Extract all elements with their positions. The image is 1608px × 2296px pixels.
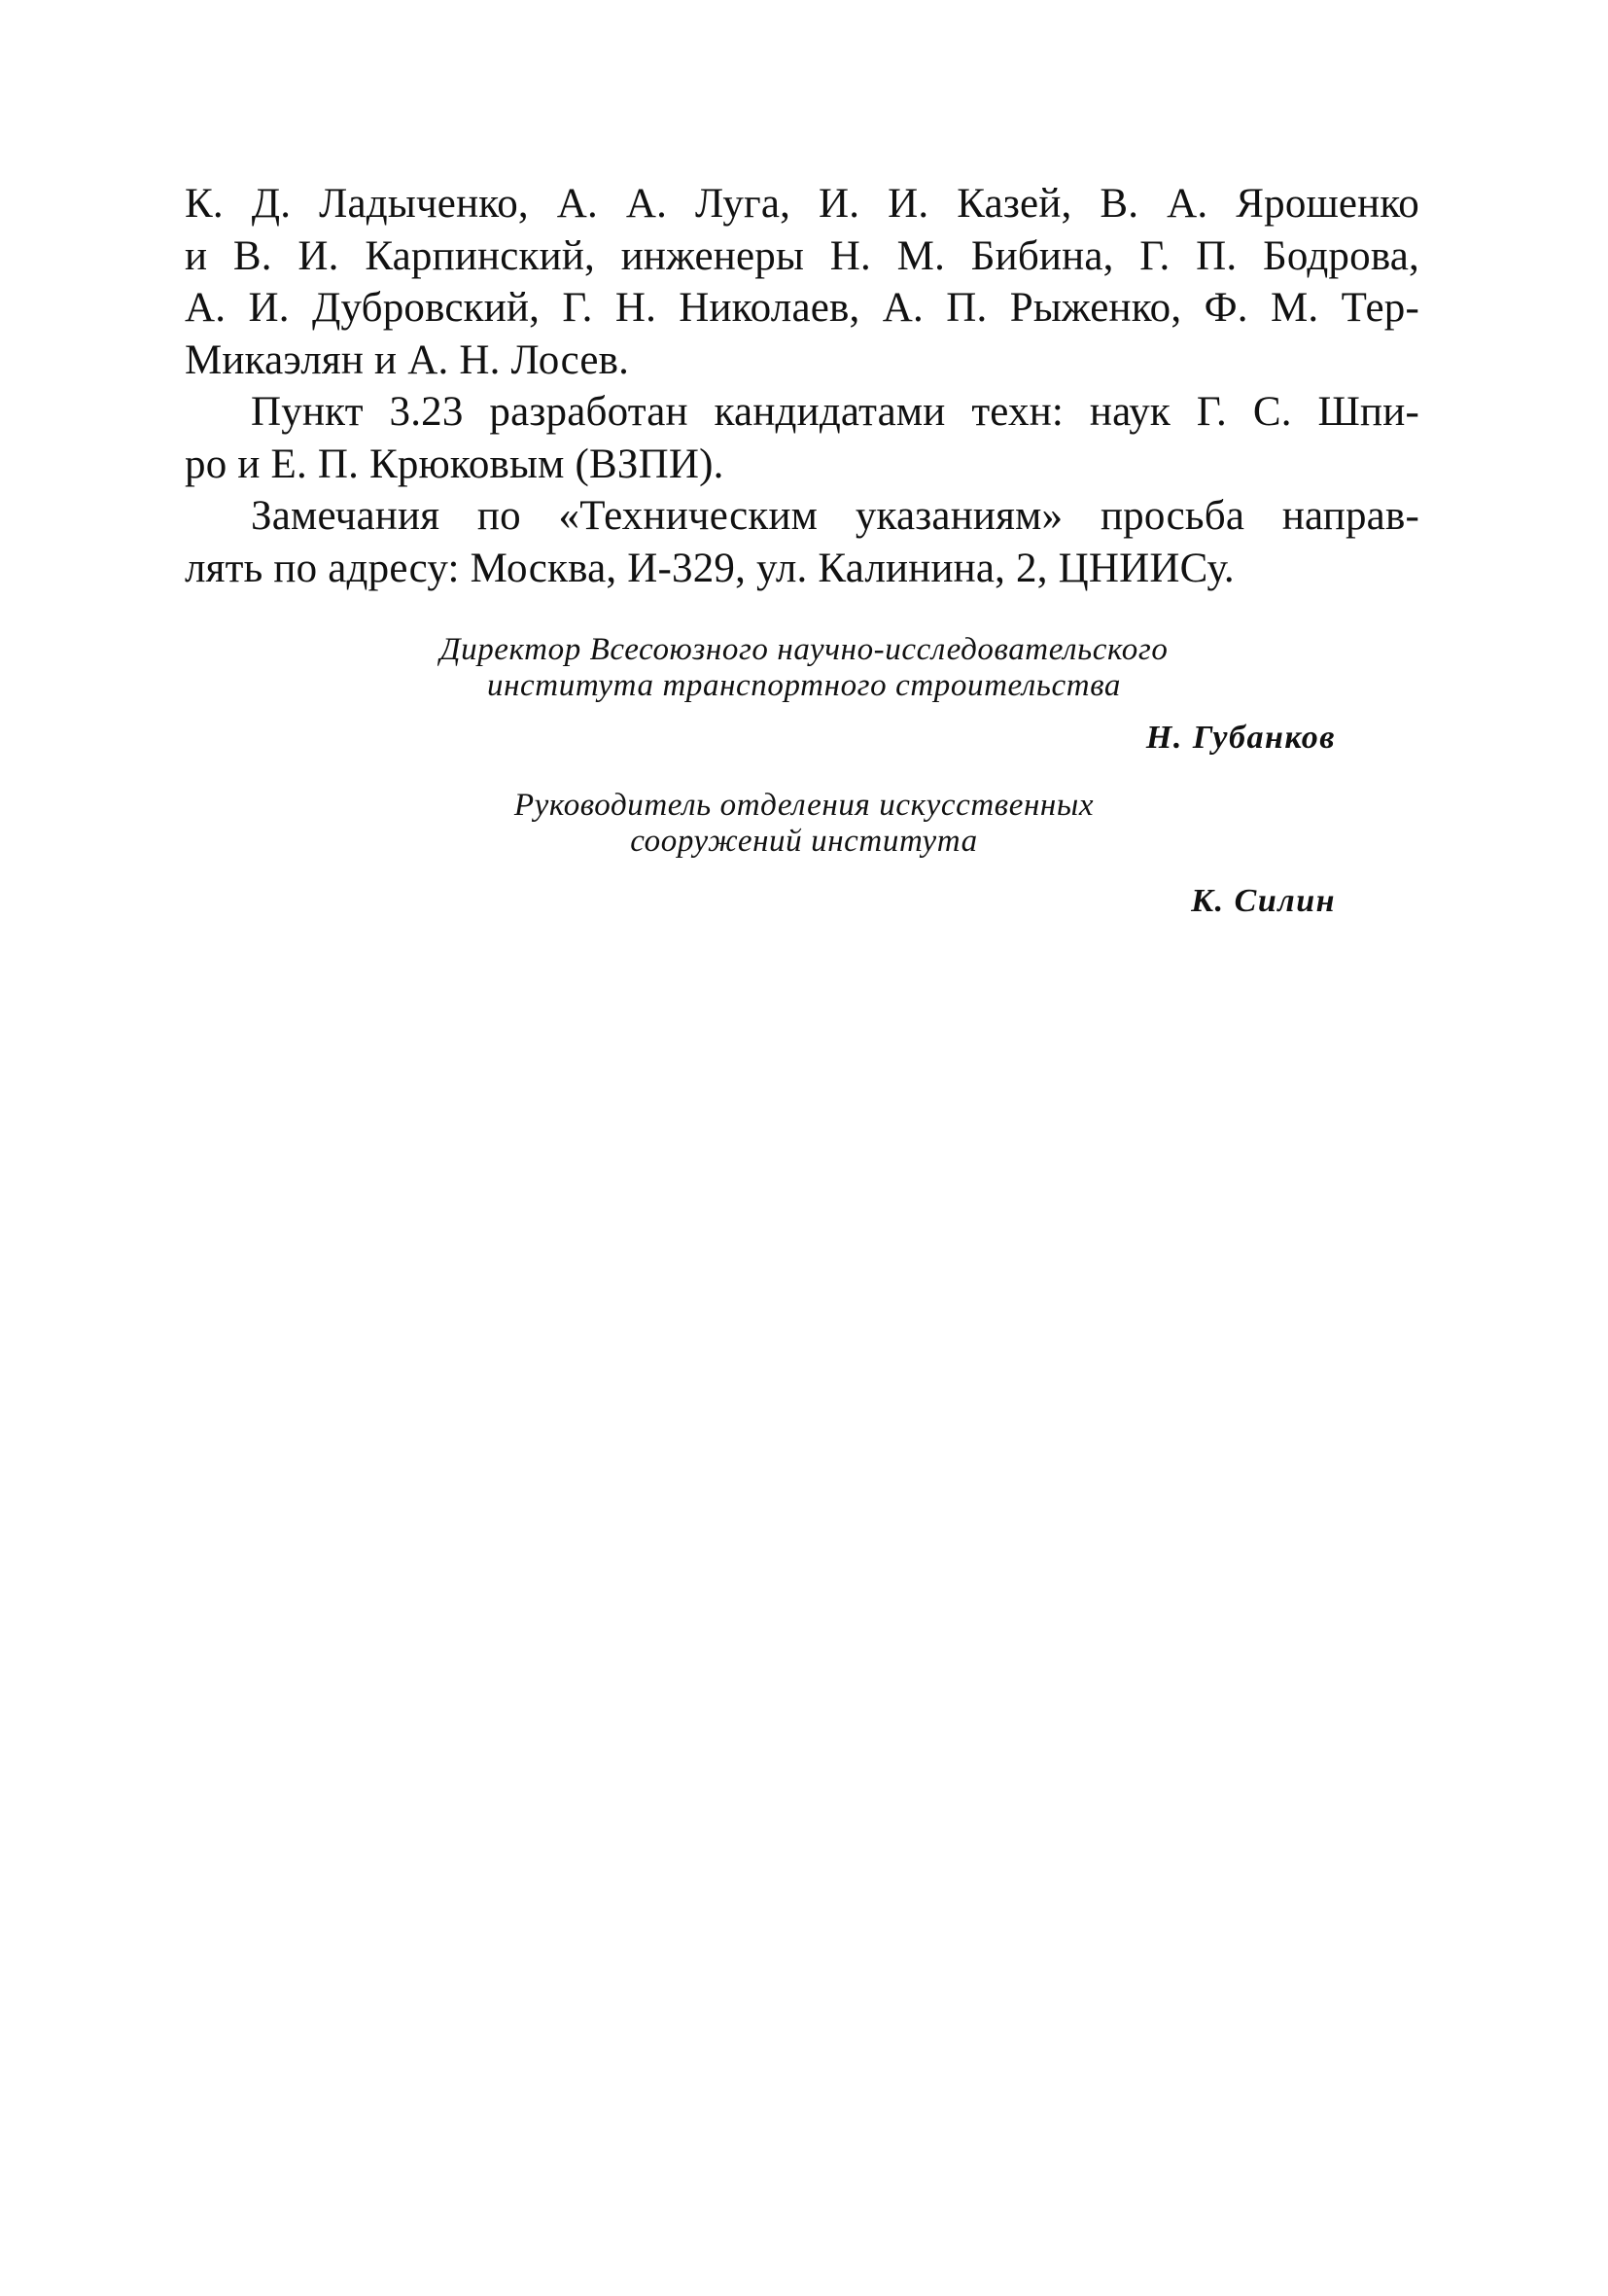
body-line: К. Д. Ладыченко, А. А. Луга, И. И. Казей, В. А. Ярошенко — [185, 181, 1419, 227]
body-line: лять по адресу: Москва, И-329, ул. Калинина, 2, ЦНИИСу. — [185, 545, 1235, 591]
body-line: Пункт 3.23 разработан кандидатами техн: наук Г. С. Шпи- — [251, 389, 1419, 435]
signature-title-line: Директор Всесоюзного научно-исследовательского — [439, 632, 1169, 667]
body-line: Замечания по «Техническим указаниям» просьба направ- — [251, 493, 1419, 539]
signature-title-line: Руководитель отделения искусственных — [513, 788, 1095, 823]
signature-name: Н. Губанков — [1145, 720, 1336, 756]
signature-block-director — [0, 632, 1608, 756]
body-line: А. И. Дубровский, Г. Н. Николаев, А. П. Рыженко, Ф. М. Тер- — [185, 285, 1419, 331]
body-text — [185, 178, 1419, 594]
body-line: и В. И. Карпинский, инженеры Н. М. Бибина, Г. П. Бодрова, — [185, 232, 1419, 279]
body-line: Микаэлян и А. Н. Лосев. — [185, 336, 630, 383]
signature-title-line: института транспортного строительства — [486, 668, 1122, 703]
signature-name: К. Силин — [1191, 883, 1336, 919]
signature-title-line: сооружений института — [630, 824, 978, 859]
signature-block-department-head — [0, 788, 1608, 919]
body-line: ро и Е. П. Крюковым (ВЗПИ). — [185, 441, 724, 487]
